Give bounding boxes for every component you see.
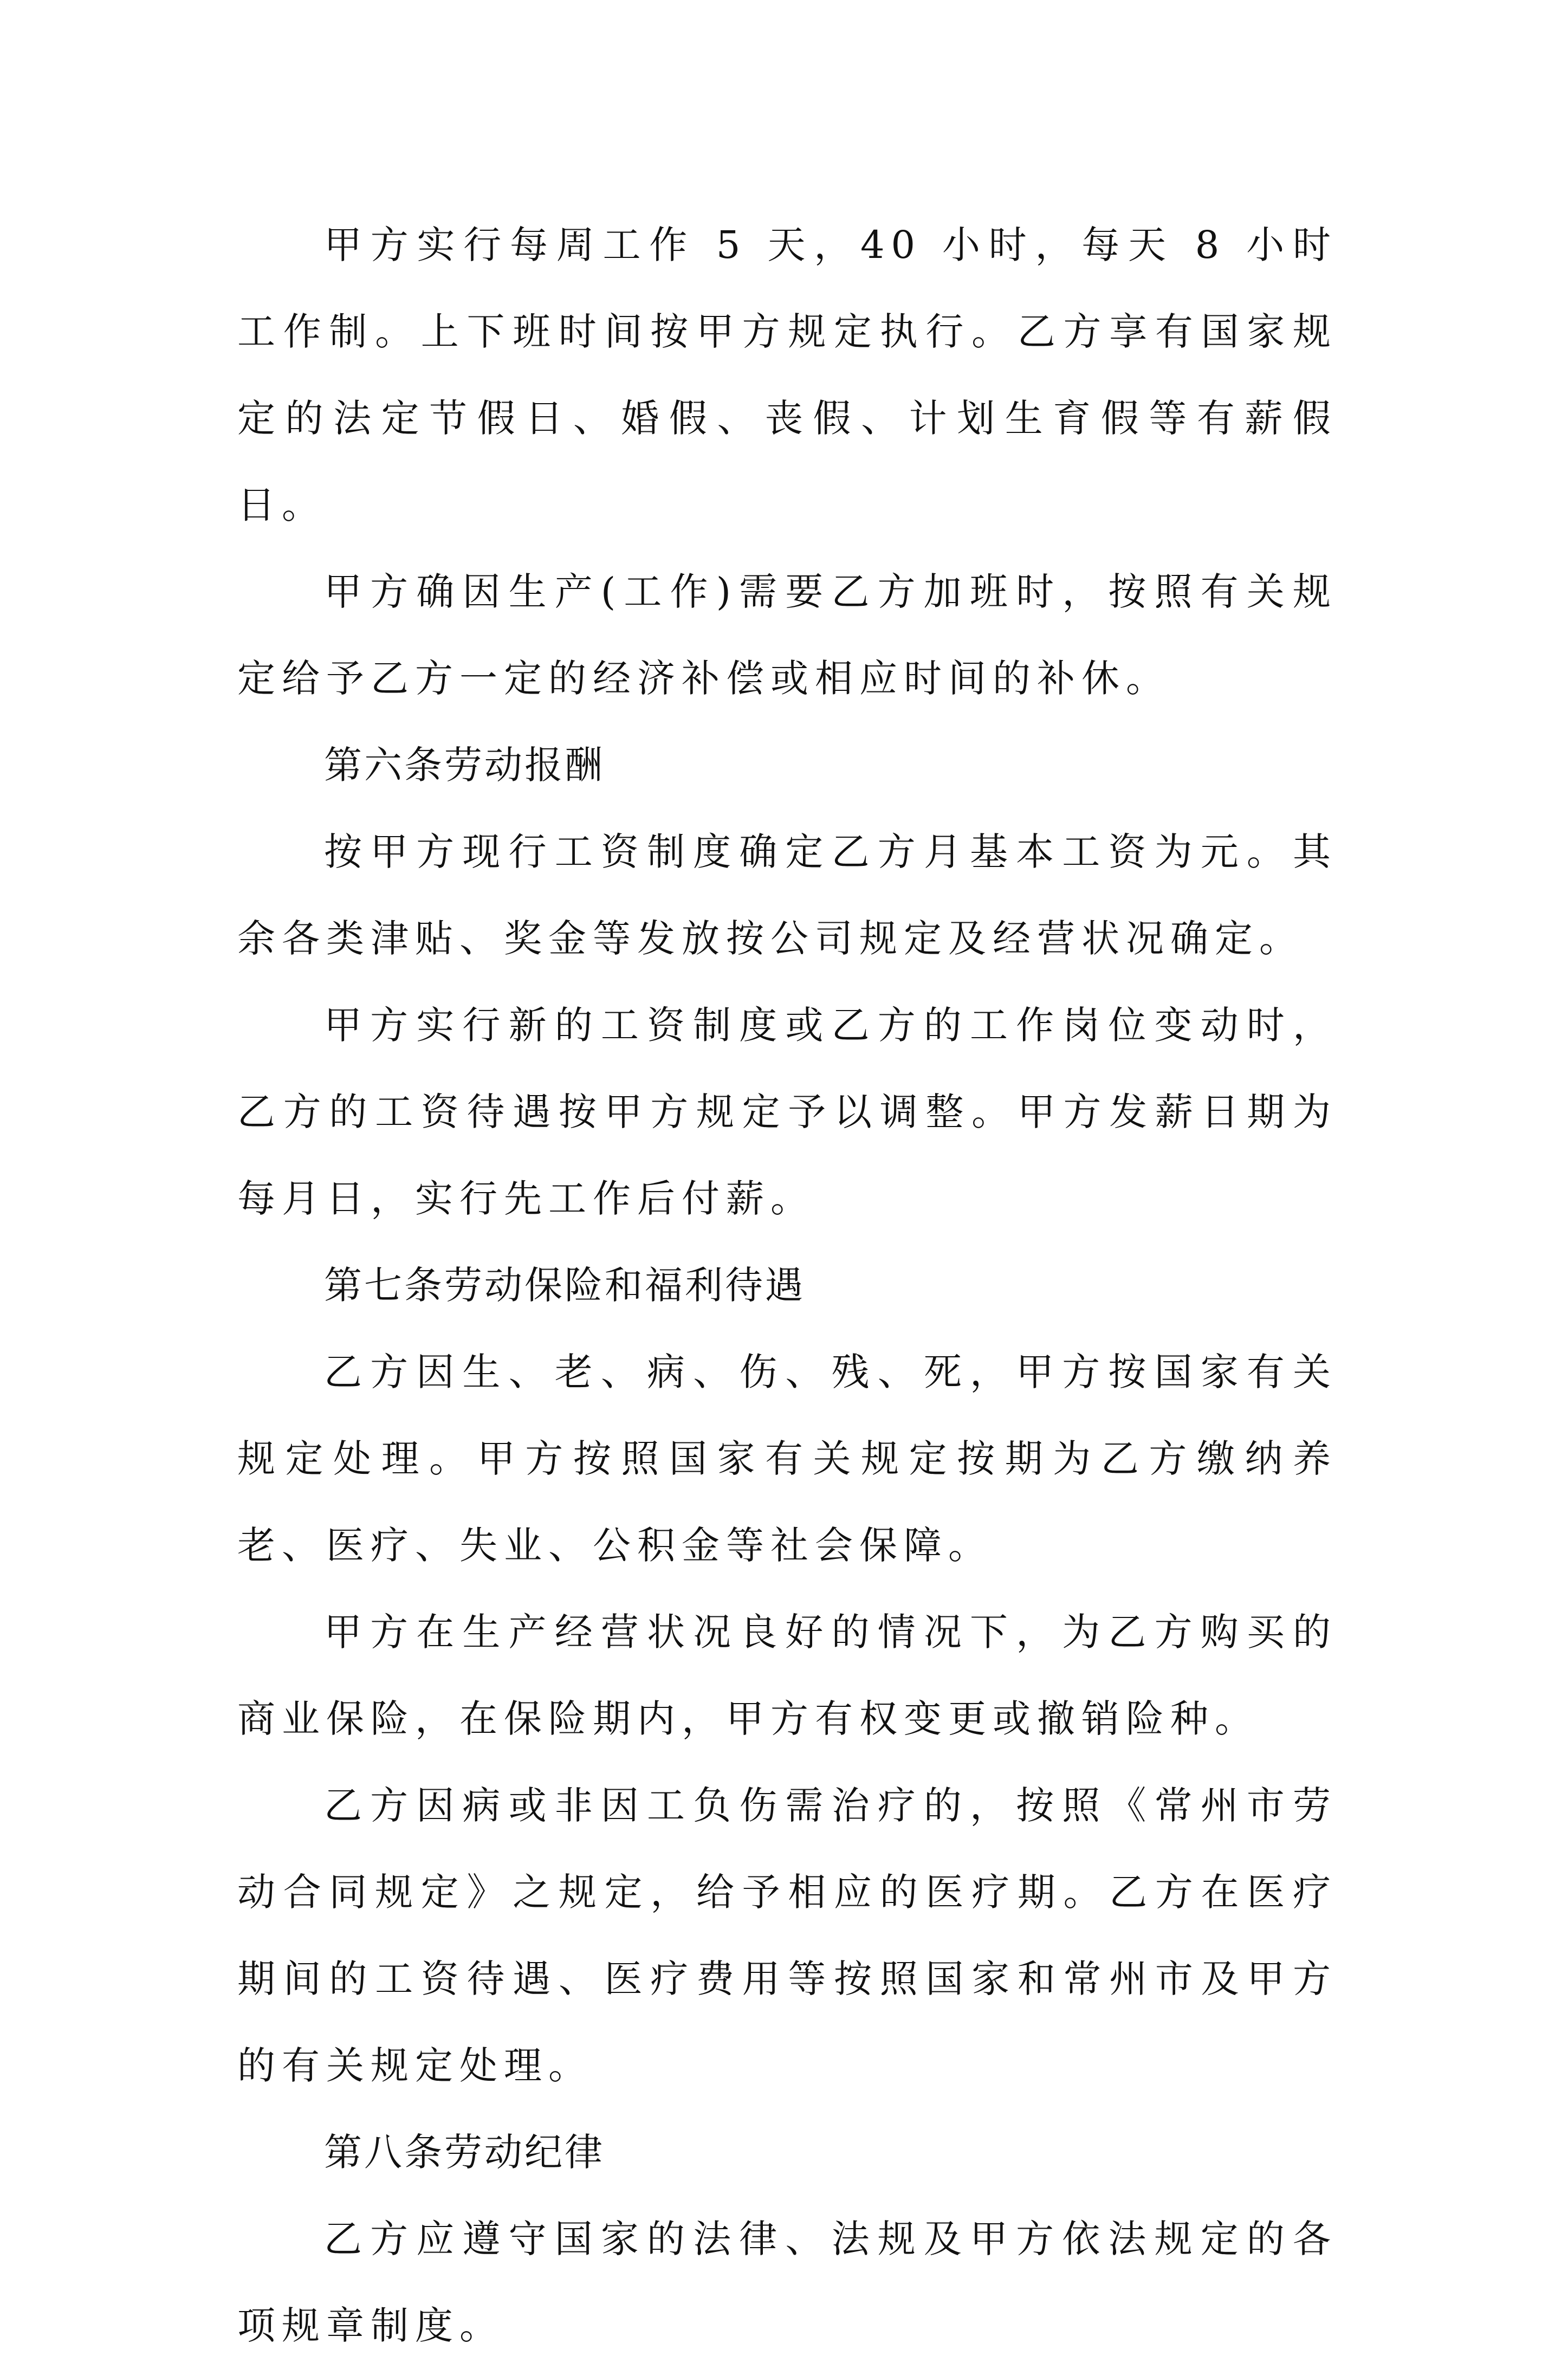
paragraph-labor-discipline: 乙方应遵守国家的法律、法规及甲方依法规定的各项规章制度。	[237, 2217, 1337, 2348]
paragraph-base-salary: 按甲方现行工资制度确定乙方月基本工资为元。其余各类津贴、奖金等发放按公司规定及经营状况确定。	[237, 830, 1337, 961]
paragraph-commercial-insurance: 甲方在生产经营状况良好的情况下，为乙方购买的商业保险，在保险期内，甲方有权变更或撤销险种。	[237, 1610, 1337, 1741]
paragraph-social-insurance: 乙方因生、老、病、伤、残、死，甲方按国家有关规定处理。甲方按照国家有关规定按期为乙方缴纳养老、医疗、失业、公积金等社会保障。	[237, 1350, 1337, 1568]
paragraph-medical-period: 乙方因病或非因工负伤需治疗的，按照《常州市劳动合同规定》之规定，给予相应的医疗期。乙方在医疗期间的工资待遇、医疗费用等按照国家和常州市及甲方的有关规定处理。	[237, 1783, 1337, 2088]
paragraph-overtime: 甲方确因生产(工作)需要乙方加班时，按照有关规定给予乙方一定的经济补偿或相应时间的补休。	[237, 569, 1337, 701]
paragraph-working-hours: 甲方实行每周工作 5 天，40 小时，每天 8 小时工作制。上下班时间按甲方规定执行。乙方享有国家规定的法定节假日、婚假、丧假、计划生育假等有薪假日。	[237, 223, 1337, 527]
heading-article-8: 第八条劳动纪律	[324, 2130, 605, 2174]
document-body	[237, 202, 1337, 2369]
heading-article-6: 第六条劳动报酬	[324, 743, 605, 787]
paragraph-salary-adjustment: 甲方实行新的工资制度或乙方的工作岗位变动时，乙方的工资待遇按甲方规定予以调整。甲方发薪日期为每月日，实行先工作后付薪。	[237, 1003, 1337, 1221]
heading-article-7: 第七条劳动保险和福利待遇	[324, 1263, 805, 1308]
